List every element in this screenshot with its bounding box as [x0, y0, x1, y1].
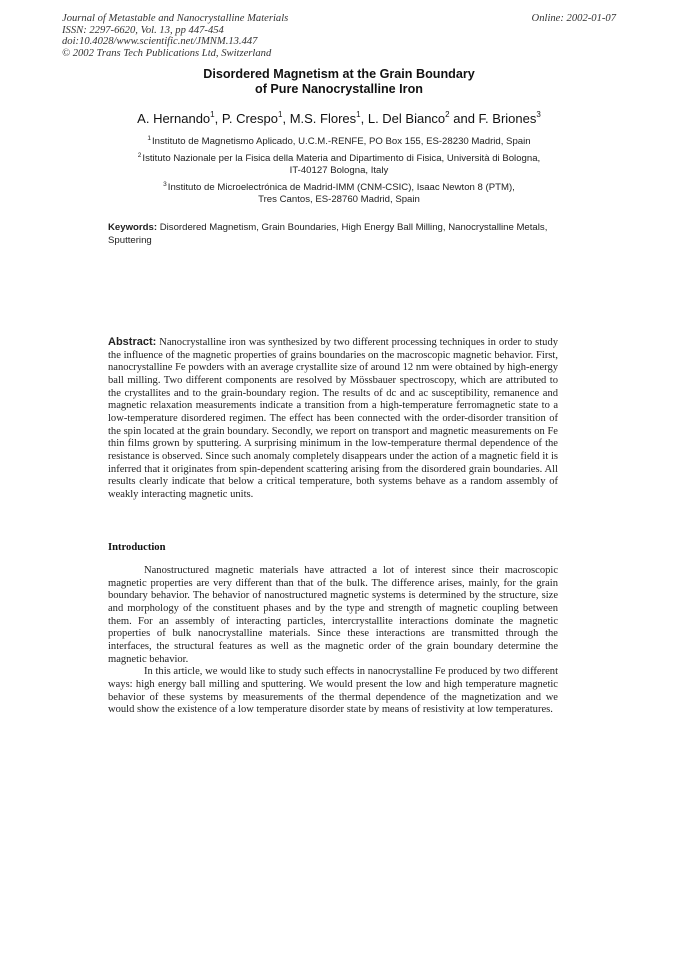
abstract-block — [108, 336, 558, 502]
affiliation-text: Istituto Nazionale per la Fisica della Materia and Dipartimento di Fisica, Università di Bologna, — [142, 153, 541, 164]
introduction-body — [108, 565, 558, 717]
affiliation-number: 3 — [163, 181, 167, 188]
copyright-line: © 2002 Trans Tech Publications Ltd, Switzerland — [62, 47, 272, 59]
author-affiliation-mark: 3 — [536, 110, 541, 119]
author: L. Del Bianco — [367, 111, 446, 126]
author: M.S. Flores — [289, 111, 357, 126]
author-affiliation-mark: 1 — [210, 110, 215, 119]
keywords-label: Keywords: — [108, 222, 158, 233]
affiliation-text: Tres Cantos, ES-28760 Madrid, Spain — [258, 194, 420, 205]
author: P. Crespo — [221, 111, 278, 126]
issn-line: ISSN: 2297-6620, Vol. 13, pp 447-454 — [62, 24, 224, 36]
affiliation-text: IT-40127 Bologna, Italy — [289, 165, 389, 176]
keywords-text: Disordered Magnetism, Grain Boundaries, High Energy Ball Milling, Nanocrystalline Metals, Sputtering — [108, 222, 548, 246]
affiliation-2 — [0, 150, 678, 177]
author-separator: , — [360, 111, 368, 126]
doi-line: doi:10.4028/www.scientific.net/JMNM.13.447 — [62, 36, 258, 48]
affiliation-number: 2 — [137, 152, 142, 159]
section-heading-introduction: Introduction — [108, 542, 166, 553]
author-affiliation-mark: 2 — [445, 110, 450, 119]
journal-name: Journal of Metastable and Nanocrystalline Materials — [62, 13, 289, 24]
online-date: Online: 2002-01-07 — [531, 13, 616, 24]
affiliation-1 — [0, 133, 678, 148]
author: F. Briones — [478, 111, 537, 126]
author-separator: and — [449, 111, 479, 126]
title-line-1: Disordered Magnetism at the Grain Boundary — [203, 67, 475, 81]
paper-title — [0, 67, 678, 97]
keywords-block — [108, 222, 563, 247]
paragraph: Nanostructured magnetic materials have attracted a lot of interest since their macroscopic magnetic properties are very different than that of the bulk. The difference arises, mainly, for the grain boundary behavior. The behavior of nanostructured magnetic systems is determined by the structure, size and morphology of the constituent phases and by the type and strength of magnetic coupling between them. For an assembly of interacting particles, intercrystallite interactions dominate the magnetic properties of bulk nanocrystalline materials. Since these interactions are transmitted through the interfaces, the structural features as well as the magnetic order of the grain boundary determine the magnetic behavior. — [108, 565, 558, 665]
journal-header — [62, 13, 288, 59]
title-line-2: of Pure Nanocrystalline Iron — [255, 82, 423, 96]
author: A. Hernando — [137, 111, 211, 126]
affiliation-text: Instituto de Microelectrónica de Madrid-IMM (CNM-CSIC), Isaac Newton 8 (PTM), — [167, 182, 515, 193]
abstract-text: Nanocrystalline iron was synthesized by two different processing techniques in order to study the influence of the magnetic properties of grains boundaries on the macroscopic magnetic behavior. First, nanocrystalline Fe powders with an average crystallite size of around 12 nm were obtained by high-energy ball milling. Two different components are resolved by Mössbauer spectroscopy, which are attributed to the crystallites and to the grain-boundary region. The results of dc and ac susceptibility, remanence and magnetic relaxation measurements indicate a transition from a high-temperature ferromagnetic state to a low-temperature disordered regimen. The effect has been connected with the order-disorder transition of the spin located at the grain boundary. Secondly, we report on transport and magnetic measurements on Fe thin films grown by sputtering. A surprising minimum in the low-temperature thermal dependence of the resistance is observed. Since such anomaly completely disappears under the action of a magnetic field it is inferred that it originates from spin-dependent scattering arising from the disordered grain boundaries. All results clearly indicate that below a critical temperature, both systems behave as a random assembly of weakly interacting magnetic units. — [108, 337, 558, 500]
affiliation-number: 1 — [147, 135, 151, 142]
abstract-label: Abstract: — [108, 336, 157, 348]
author-affiliation-mark: 1 — [356, 110, 361, 119]
author-separator: , — [214, 111, 222, 126]
author-affiliation-mark: 1 — [278, 110, 283, 119]
affiliation-3 — [0, 179, 678, 206]
paragraph: In this article, we would like to study such effects in nanocrystalline Fe produced by two different ways: high energy ball milling and sputtering. We would present the low and high temperature magnetic behavior of these systems by measurements of the thermal dependence of the magnetization and we would show the existence of a low temperature disorder state by means of resistivity at low temperatures. — [108, 666, 558, 716]
affiliation-text: Instituto de Magnetismo Aplicado, U.C.M.-RENFE, PO Box 155, ES-28230 Madrid, Spain — [152, 136, 531, 147]
author-list — [0, 110, 678, 126]
author-separator: , — [282, 111, 290, 126]
